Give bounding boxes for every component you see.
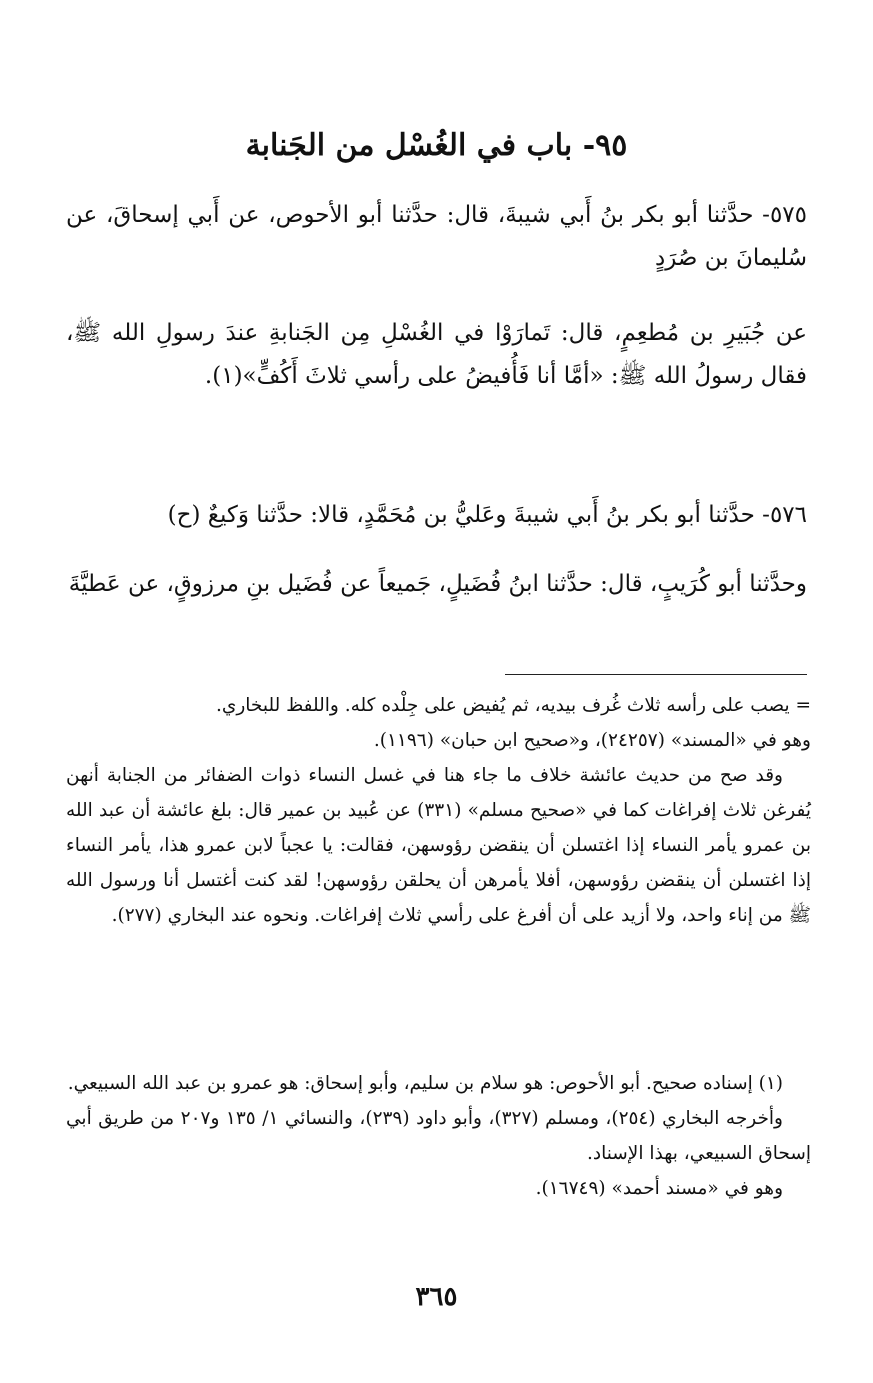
hadith-576-isnad: ٥٧٦- حدَّثنا أبو بكر بنُ أَبي شيبةَ وعَليُّ بن مُحَمَّدٍ، قالا: حدَّثنا وَكيعٌ (ح): [167, 502, 807, 528]
hadith-575-isnad: ٥٧٥- حدَّثنا أبو بكر بنُ أَبي شيبةَ، قال: حدَّثنا أبو الأحوص، عن أَبي إسحاقَ، عن سُليمانَ بن صُرَدٍ: [66, 202, 807, 271]
footnote-paragraph: (١) إسناده صحيح. أبو الأحوص: هو سلام بن سليم، وأبو إسحاق: هو عمرو بن عبد الله السبيعي.: [67, 1073, 783, 1094]
footnote-line: وهو في «المسند» (٢٤٢٥٧)، و«صحيح ابن حبان» (١١٩٦).: [373, 730, 811, 751]
hadith-576-isnad-continued: وحدَّثنا أبو كُرَيبٍ، قال: حدَّثنا ابنُ فُضَيلٍ، جَميعاً عن فُضَيل بنِ مرزوقٍ، عن عَطيَّةَ: [68, 571, 807, 597]
footnote-paragraph: وهو في «مسند أحمد» (١٦٧٤٩).: [535, 1178, 783, 1199]
chapter-title: ٩٥- باب في الغُسْل من الجَنابة: [245, 128, 628, 163]
footnote-1: [66, 1066, 811, 1206]
footnote-paragraph: وقد صح من حديث عائشة خلاف ما جاء هنا في غسل النساء ذوات الضفائر من الجنابة أنهن يُفرغن ثلاث إفراغات كما في «صحيح مسلم» (٣٣١) عن عُبيد بن عمير قال: بلغ عائشة أن عبد الله بن عمرو يأمر النساء إذا اغتسلن أن ينقضن رؤوسهن، فقالت: يا عجباً لابن عمرو هذا، يأمر النساء إذا اغتسلن أن ينقضن رؤوسهن، أفلا يأمرهن أن يحلقن رؤوسهن! لقد كنت أغتسل أنا ورسول الله ﷺ من إناء واحد، ولا أزيد على أن أفرغ على رأسي ثلاث إفراغات. ونحوه عند البخاري (٢٧٧).: [66, 765, 811, 926]
hadith-575-matn: عن جُبَيرِ بن مُطعِمٍ، قال: تَمارَوْا في الغُسْلِ مِن الجَنابةِ عندَ رسولِ الله ﷺ، فقال رسولُ الله ﷺ: «أمَّا أنا فَأُفيضُ على رأسي ثلاثَ أَكُفٍّ»(١).: [66, 320, 807, 389]
footnote-line: = يصب على رأسه ثلاث غُرف بيديه، ثم يُفيض على جِلْده كله. واللفظ للبخاري.: [216, 695, 811, 716]
page-number: ٣٦٥: [415, 1282, 458, 1312]
footnote-paragraph: وأخرجه البخاري (٢٥٤)، ومسلم (٣٢٧)، وأبو داود (٢٣٩)، والنسائي ١/ ١٣٥ و٢٠٧ من طريق أبي إسحاق السبيعي، بهذا الإسناد.: [66, 1108, 811, 1164]
footnote-continuation: [66, 688, 811, 933]
footnote-divider: [505, 674, 807, 675]
